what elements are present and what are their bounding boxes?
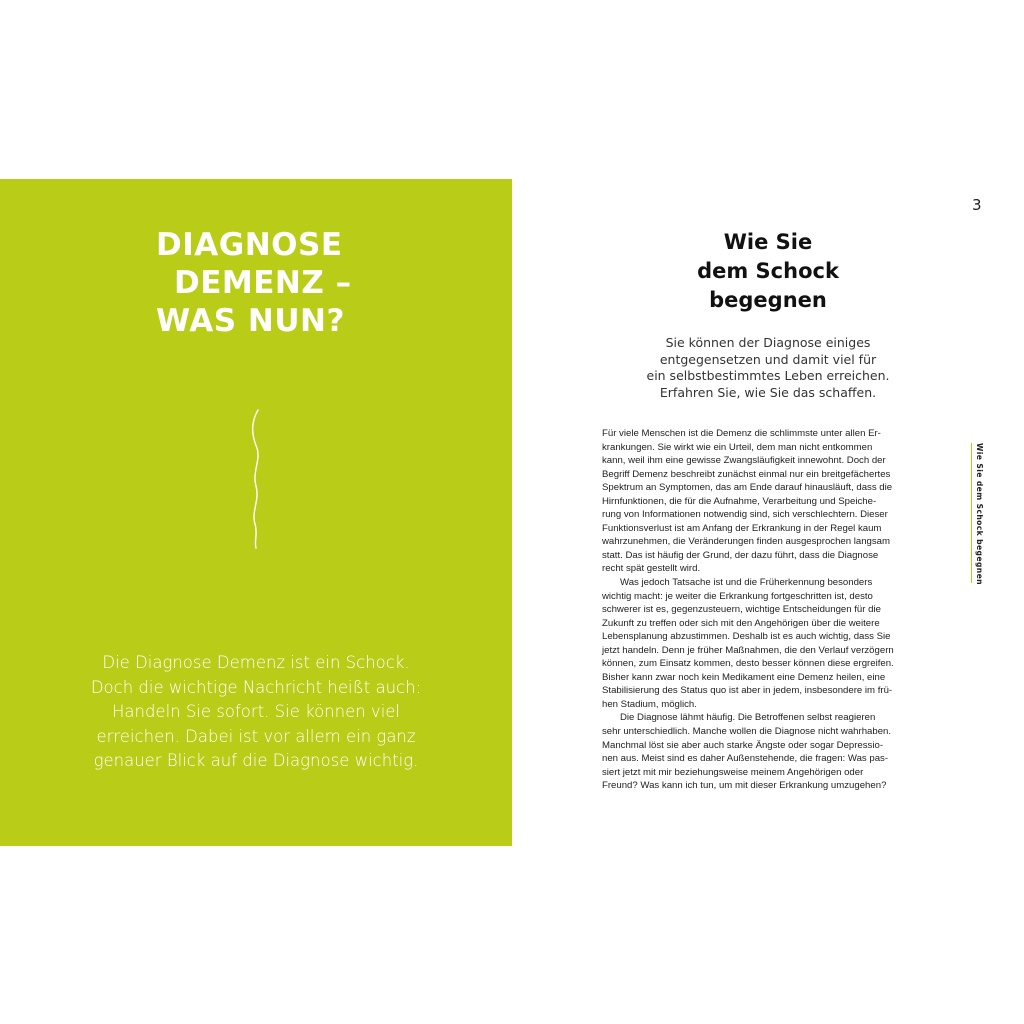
running-head	[971, 443, 985, 587]
squiggle-line-icon	[244, 408, 268, 550]
body-line: Manchmal löst sie aber auch starke Ängste oder sogar Depressio-	[602, 739, 884, 751]
body-line: Begriff Demenz beschreibt zunächst einmal nur ein breitgefächertes	[602, 468, 891, 480]
body-line: schwerer ist es, gegenzusteuern, wichtige Entscheidungen für die	[602, 604, 881, 616]
body-line: statt. Das ist häufig der Grund, der dazu führt, dass die Diagnose	[602, 549, 879, 561]
chapter-title-line: DEMENZ –	[174, 265, 352, 301]
section-title-line: dem Schock	[697, 259, 839, 283]
chapter-intro-line: Die Diagnose Demenz ist ein Schock.	[102, 653, 410, 672]
chapter-intro-line: erreichen. Dabei ist vor allem ein ganz	[96, 726, 416, 746]
section-lead-line: Erfahren Sie, wie Sie das schaffen.	[659, 384, 877, 400]
body-line: krankungen. Sie wirkt wie ein Urteil, dem man nicht entkommen	[602, 441, 873, 453]
body-line: wichtig macht: je weiter die Erkrankung fortgeschritten ist, desto	[602, 590, 873, 602]
chapter-intro-line: Doch die wichtige Nachricht heißt auch:	[90, 677, 422, 697]
body-line: Für viele Menschen ist die Demenz die schlimmste unter allen Er-	[602, 428, 881, 439]
body-line: kann, weil ihm eine gewisse Zwangsläufigkeit innewohnt. Doch der	[602, 455, 886, 467]
section-lead	[600, 335, 936, 401]
body-line: nen aus. Meist sind es daher Außenstehende, die fragen: Was pas-	[602, 753, 889, 765]
body-line: Die Diagnose lähmt häufig. Die Betroffenen selbst reagieren	[620, 712, 876, 724]
body-line: Stabilisierung des Status quo ist aber in jedem, insbesondere im frü-	[602, 685, 893, 697]
section-lead-line: ein selbstbestimmtes Leben erreichen.	[646, 368, 890, 383]
body-line: Zukunft zu treffen oder sich mit den Angehörigen über die weitere	[602, 617, 880, 629]
body-line: Was jedoch Tatsache ist und die Früherkennung besonders	[620, 577, 873, 589]
body-line: Hirnfunktionen, die für die Aufnahme, Verarbeitung und Speiche-	[602, 495, 877, 507]
body-line: Lebensplanung abzustimmen. Deshalb ist es auch wichtig, dass Sie	[602, 631, 891, 643]
body-line: rung von Informationen notwendig sind, sich verschlechtern. Dieser	[602, 509, 888, 521]
body-line: hen Stadium, möglich.	[602, 698, 697, 710]
body-line: siert jetzt mit mir beziehungsweise meinem Angehörigen oder	[602, 766, 864, 778]
section-title-line: Wie Sie	[723, 230, 813, 254]
body-line: wahrzunehmen, die Veränderungen finden ausgesprochen langsam	[602, 536, 891, 548]
body-line: sehr unterschiedlich. Manche wollen die Diagnose nicht wahrhaben.	[602, 726, 892, 738]
section-lead-line: Sie können der Diagnose einiges	[665, 335, 871, 350]
chapter-intro-line: genauer Blick auf die Diagnose wichtig.	[93, 751, 419, 770]
body-line: Spektrum an Symptomen, das am Ende darauf hinausläuft, dass die	[602, 482, 893, 494]
chapter-intro	[80, 651, 432, 774]
body-line: Funktionsverlust ist am Anfang der Erkrankung in der Regel kaum	[602, 522, 882, 534]
section-title	[600, 228, 936, 315]
chapter-intro-line: Handeln Sie sofort. Sie können viel	[111, 702, 401, 721]
section-lead-line: entgegensetzen und damit viel für	[659, 351, 877, 367]
body-line: Freund? Was kann ich tun, um mit dieser Erkrankung umzugehen?	[602, 780, 887, 792]
section-title-line: begegnen	[709, 288, 827, 312]
body-line: Bisher kann zwar noch kein Medikament eine Demenz heilen, eine	[602, 671, 886, 683]
page-number: 3	[972, 196, 982, 214]
chapter-title	[156, 226, 352, 340]
body-text	[602, 427, 942, 793]
body-line: jetzt handeln. Denn je früher Maßnahmen, die den Verlauf verzögern	[602, 644, 894, 656]
body-line: können, zum Einsatz kommen, desto besser können diese ergreifen.	[602, 658, 894, 670]
running-head-text: Wie Sie dem Schock begegnen	[975, 443, 984, 585]
running-head-rule	[971, 443, 972, 583]
body-line: recht spät gestellt wird.	[602, 563, 701, 575]
chapter-title-line: DIAGNOSE	[156, 227, 343, 263]
chapter-title-line: WAS NUN?	[156, 303, 345, 339]
